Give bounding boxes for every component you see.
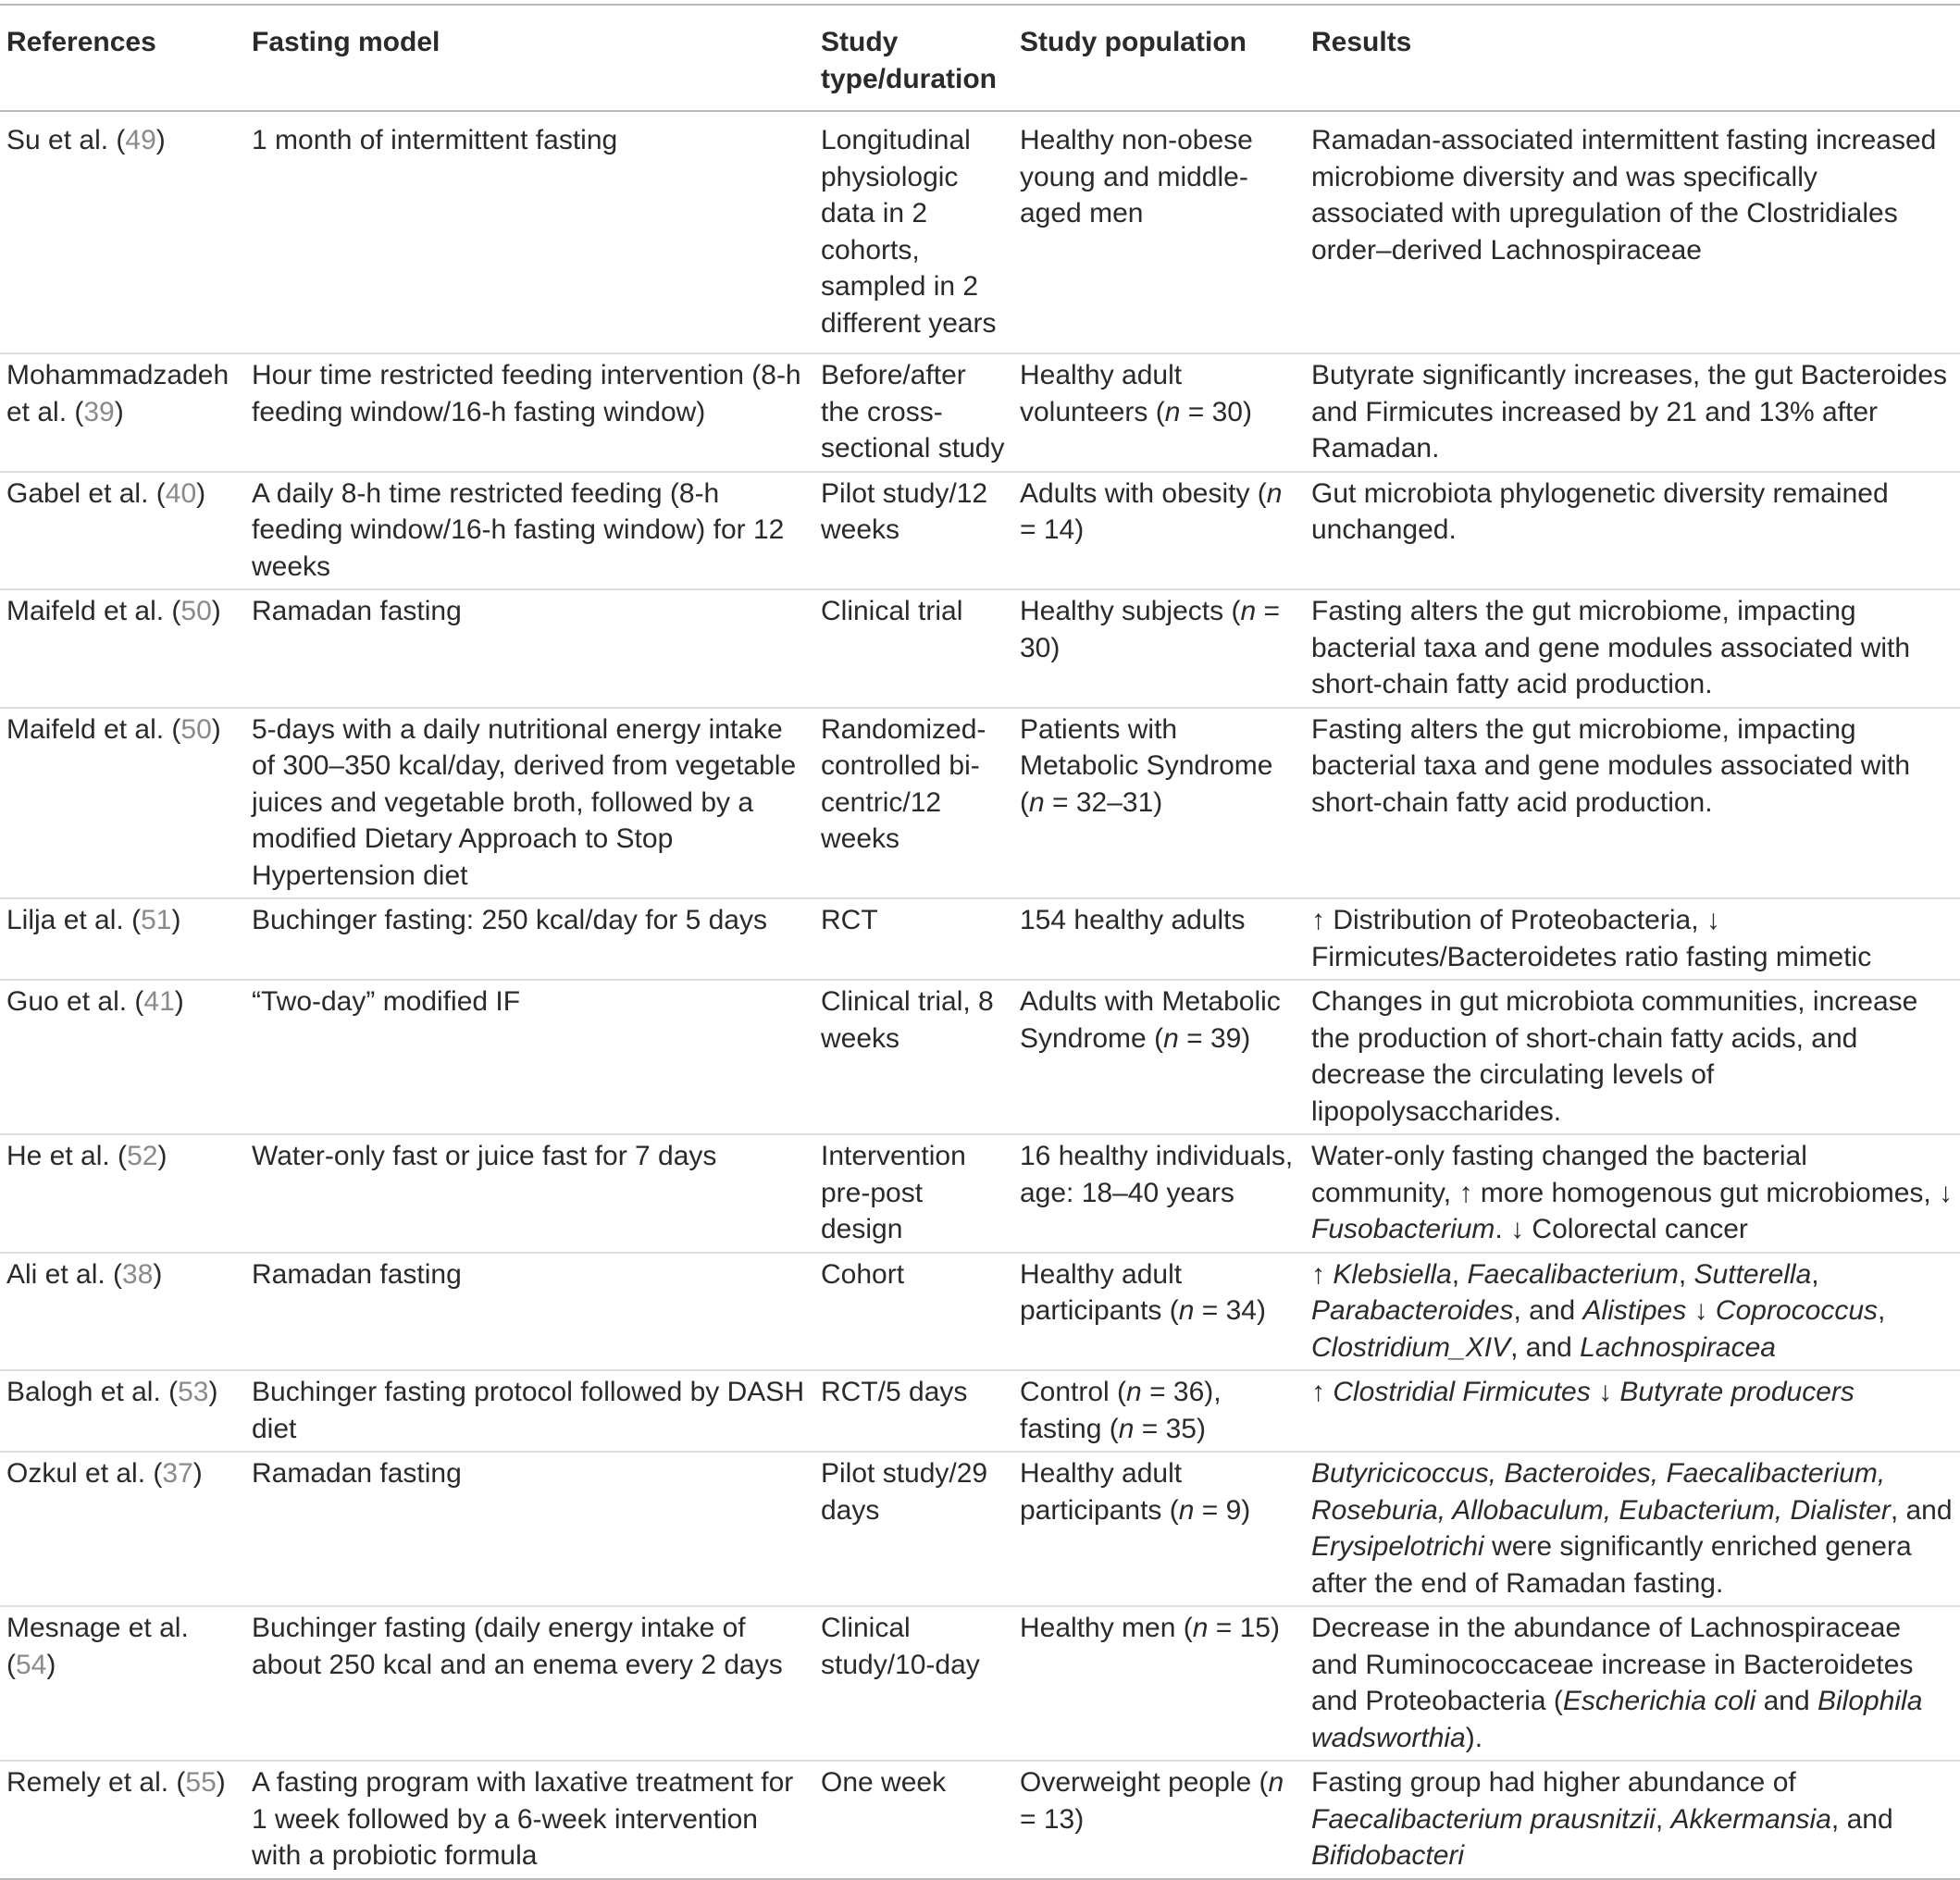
reference-cell (0, 1134, 245, 1253)
reference-number-link[interactable]: 40 (165, 477, 197, 509)
fasting-model-cell: Buchinger fasting protocol followed by DASH diet (252, 1377, 804, 1444)
fasting-model-cell: Buchinger fasting: 250 kcal/day for 5 days (252, 905, 767, 935)
results-cell: Gut microbiota phylogenetic diversity remained unchanged. (1311, 477, 1889, 545)
results-cell: ↑ Clostridial Firmicutes ↓ Butyrate producers (1311, 1377, 1855, 1407)
header-study-population: Study population (1020, 27, 1247, 57)
study-population-cell: Patients with Metabolic Syndrome (n = 32–31) (1020, 713, 1273, 818)
reference-author: He et al. ( (6, 1141, 128, 1171)
header-results: Results (1311, 27, 1412, 57)
table-row (0, 1761, 1960, 1879)
reference-cell (0, 1606, 245, 1761)
reference-author: Maifeld et al. ( (6, 596, 181, 626)
reference-close-paren: ) (196, 477, 206, 509)
fasting-model-cell: Ramadan fasting (252, 1258, 462, 1290)
study-population-cell: Healthy subjects (n = 30) (1020, 596, 1280, 663)
reference-number-link[interactable]: 49 (125, 125, 156, 155)
reference-author: Guo et al. ( (6, 986, 144, 1017)
reference-number-link[interactable]: 53 (178, 1377, 209, 1407)
reference-author: Mohammadzadeh et al. ( (6, 360, 229, 427)
results-cell: Fasting alters the gut microbiome, impacting bacterial taxa and gene modules associated with short-chain fatty acid production. (1311, 713, 1911, 818)
results-cell: ↑ Distribution of Proteobacteria, ↓ Firmicutes/Bacteroidetes ratio fasting mimetic (1311, 905, 1872, 972)
fasting-model-cell: A daily 8-h time restricted feeding (8-h feeding window/16-h fasting window) for 12 weeks (252, 477, 785, 582)
reference-close-paren: ) (208, 1377, 218, 1407)
study-population-cell: Healthy adult participants (n = 9) (1020, 1458, 1251, 1526)
fasting-model-cell: Water-only fast or juice fast for 7 days (252, 1141, 717, 1171)
study-type-cell: One week (821, 1767, 947, 1798)
reference-close-paren: ) (192, 1458, 203, 1489)
reference-author: Lilja et al. ( (6, 905, 142, 935)
reference-number-link[interactable]: 50 (180, 713, 212, 745)
reference-cell (0, 589, 245, 708)
table-row (0, 980, 1960, 1134)
reference-close-paren: ) (216, 1767, 226, 1798)
reference-close-paren: ) (153, 1258, 163, 1290)
table-row (0, 353, 1960, 472)
study-population-cell: Healthy non-obese young and middle-aged men (1020, 125, 1253, 229)
reference-cell (0, 1761, 245, 1879)
study-type-cell: Clinical trial (821, 596, 963, 626)
reference-number-link[interactable]: 54 (16, 1649, 47, 1680)
reference-close-paren: ) (114, 396, 124, 427)
results-cell: Ramadan-associated intermittent fasting increased microbiome diversity and was specifically associated with upregulation of the Clostridiales order–derived Lachnospiraceae (1311, 125, 1937, 266)
study-type-cell: Cohort (821, 1258, 905, 1290)
study-population-cell: Healthy men (n = 15) (1020, 1613, 1280, 1643)
reference-number-link[interactable]: 51 (141, 905, 172, 935)
reference-close-paren: ) (211, 596, 221, 626)
study-population-cell: Healthy adult participants (n = 34) (1020, 1258, 1266, 1326)
reference-number-link[interactable]: 39 (83, 396, 115, 427)
header-references: References (6, 27, 156, 57)
header-study-type-duration: Study type/duration (821, 27, 998, 94)
results-cell: Fasting group had higher abundance of Faecalibacterium prausnitzii, Akkermansia, and Bifidobacteri (1311, 1767, 1893, 1871)
reference-number-link[interactable]: 52 (127, 1141, 158, 1171)
reference-author: Gabel et al. ( (6, 477, 166, 509)
results-cell: ↑ Klebsiella, Faecalibacterium, Sutterella, Parabacteroides, and Alistipes ↓ Coprococcus, Clostridium_XIV, and Lachnospiracea (1311, 1258, 1886, 1363)
table-row (0, 1606, 1960, 1761)
reference-author: Ali et al. ( (6, 1258, 123, 1290)
study-type-cell: Clinical trial, 8 weeks (821, 986, 994, 1054)
table-row (0, 472, 1960, 590)
study-type-cell: RCT (821, 905, 878, 935)
fasting-model-cell: A fasting program with laxative treatment for 1 week followed by a 6-week intervention with a probiotic formula (252, 1767, 794, 1871)
results-cell: Butyrate significantly increases, the gut Bacteroides and Firmicutes increased by 21 and 13% after Ramadan. (1311, 360, 1948, 464)
reference-author: Su et al. ( (6, 125, 126, 155)
fasting-model-cell: Buchinger fasting (daily energy intake of about 250 kcal and an enema every 2 days (252, 1613, 783, 1680)
results-cell: Fasting alters the gut microbiome, impacting bacterial taxa and gene modules associated with short-chain fatty acid production. (1311, 596, 1911, 699)
table-header (0, 5, 1960, 111)
table-row (0, 708, 1960, 899)
reference-number-link[interactable]: 38 (122, 1258, 154, 1290)
reference-number-link[interactable]: 37 (162, 1458, 193, 1489)
results-cell: Water-only fasting changed the bacterial community, ↑ more homogenous gut microbiomes, ↓ Fusobacterium. ↓ Colorectal cancer (1311, 1141, 1954, 1244)
reference-cell (0, 1452, 245, 1606)
reference-cell (0, 472, 245, 590)
reference-cell (0, 111, 245, 353)
study-type-cell: Longitudinal physiologic data in 2 cohorts, sampled in 2 different years (821, 125, 997, 339)
fasting-model-cell: 5-days with a daily nutritional energy intake of 300–350 kcal/day, derived from vegetable juices and vegetable broth, followed by a modified Dietary Approach to Stop Hypertension diet (252, 713, 797, 891)
reference-cell (0, 708, 245, 899)
study-type-cell: Pilot study/29 days (821, 1458, 988, 1526)
reference-number-link[interactable]: 55 (185, 1767, 217, 1798)
table-row (0, 1370, 1960, 1452)
reference-author: Mesnage et al. ( (6, 1613, 189, 1680)
reference-close-paren: ) (46, 1649, 56, 1680)
reference-cell (0, 353, 245, 472)
reference-number-link[interactable]: 41 (143, 986, 175, 1017)
fasting-model-cell: Ramadan fasting (252, 1458, 462, 1489)
table-row (0, 1253, 1960, 1371)
reference-number-link[interactable]: 50 (180, 596, 212, 626)
study-population-cell: 154 healthy adults (1020, 905, 1246, 935)
study-population-cell: Adults with obesity (n = 14) (1020, 477, 1283, 545)
study-type-cell: Pilot study/12 weeks (821, 477, 988, 545)
results-cell: Decrease in the abundance of Lachnospiraceae and Ruminococcaceae increase in Bacteroidetes and Proteobacteria (Escherichia coli and Bilophila wadsworthia). (1311, 1613, 1923, 1753)
reference-author: Balogh et al. ( (6, 1377, 179, 1407)
study-type-cell: Clinical study/10-day (821, 1613, 980, 1680)
reference-close-paren: ) (171, 905, 181, 935)
reference-close-paren: ) (157, 1141, 167, 1171)
reference-cell (0, 1253, 245, 1371)
results-cell: Changes in gut microbiota communities, increase the production of short-chain fatty acids, and decrease the circulating levels of lipopolysaccharides. (1311, 986, 1918, 1127)
reference-cell (0, 1370, 245, 1452)
study-type-cell: Intervention pre-post design (821, 1141, 966, 1244)
reference-close-paren: ) (174, 986, 184, 1017)
study-type-cell: Randomized-controlled bi-centric/12 weeks (821, 713, 986, 854)
reference-close-paren: ) (155, 125, 166, 155)
reference-cell (0, 898, 245, 980)
study-population-cell: Adults with Metabolic Syndrome (n = 39) (1020, 986, 1281, 1054)
table-row (0, 589, 1960, 708)
header-fasting-model: Fasting model (252, 27, 440, 57)
fasting-model-cell: “Two-day” modified IF (252, 986, 521, 1017)
reference-author: Maifeld et al. ( (6, 713, 181, 745)
study-type-cell: Before/after the cross-sectional study (821, 360, 1005, 464)
fasting-studies-table (0, 4, 1960, 1880)
table-body (0, 111, 1960, 1879)
study-population-cell: 16 healthy individuals, age: 18–40 years (1020, 1141, 1294, 1208)
study-population-cell: Healthy adult volunteers (n = 30) (1020, 360, 1252, 427)
fasting-model-cell: Hour time restricted feeding intervention (8-h feeding window/16-h fasting window) (252, 360, 801, 427)
study-type-cell: RCT/5 days (821, 1377, 968, 1407)
study-population-cell: Control (n = 36), fasting (n = 35) (1020, 1377, 1222, 1444)
fasting-model-cell: 1 month of intermittent fasting (252, 125, 618, 155)
table-row (0, 1134, 1960, 1253)
reference-author: Remely et al. ( (6, 1767, 186, 1798)
table-row (0, 111, 1960, 353)
fasting-model-cell: Ramadan fasting (252, 596, 462, 626)
table-row (0, 1452, 1960, 1606)
study-population-cell: Overweight people (n = 13) (1020, 1767, 1284, 1835)
reference-cell (0, 980, 245, 1134)
table-row (0, 898, 1960, 980)
results-cell: Butyricicoccus, Bacteroides, Faecalibacterium, Roseburia, Allobaculum, Eubacterium, Dialister, and Erysipelotrichi were significantly enriched genera after the end of Ramadan fasting. (1311, 1458, 1953, 1599)
header-row (0, 5, 1960, 111)
reference-close-paren: ) (211, 713, 221, 745)
reference-author: Ozkul et al. ( (6, 1458, 163, 1489)
